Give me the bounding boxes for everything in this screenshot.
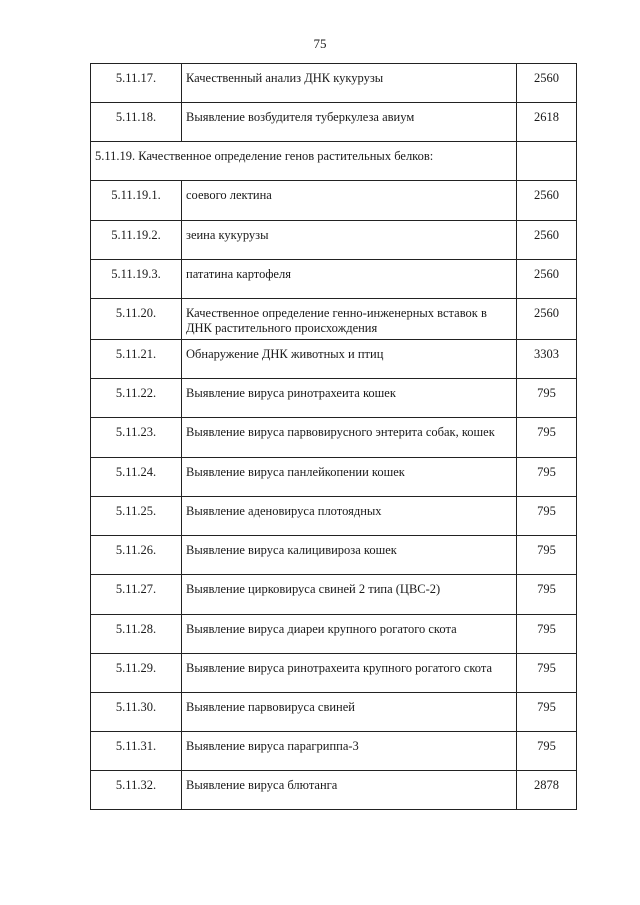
table-row — [91, 771, 577, 810]
name-cell: Выявление аденовируса плотоядных — [182, 497, 517, 536]
table-row — [91, 379, 577, 418]
code-cell: 5.11.28. — [91, 615, 182, 654]
name-cell: соевого лектина — [182, 181, 517, 221]
name-cell: Выявление вируса блютанга — [182, 771, 517, 810]
table-row — [91, 260, 577, 299]
price-cell: 795 — [517, 693, 577, 732]
table-row — [91, 103, 577, 142]
table-row — [91, 340, 577, 379]
table-row — [91, 575, 577, 615]
price-cell: 795 — [517, 379, 577, 418]
name-cell: Выявление вируса панлейкопении кошек — [182, 458, 517, 497]
code-cell: 5.11.23. — [91, 418, 182, 458]
code-cell: 5.11.20. — [91, 299, 182, 340]
code-cell: 5.11.21. — [91, 340, 182, 379]
code-cell: 5.11.30. — [91, 693, 182, 732]
name-cell: Обнаружение ДНК животных и птиц — [182, 340, 517, 379]
table-row — [91, 654, 577, 693]
code-cell: 5.11.17. — [91, 64, 182, 103]
name-cell: Качественное определение генно-инженерных вставок в ДНК растительного происхождения — [182, 299, 517, 340]
price-cell: 795 — [517, 497, 577, 536]
table-row — [91, 693, 577, 732]
code-cell: 5.11.27. — [91, 575, 182, 615]
page-number: 75 — [313, 36, 327, 51]
price-table — [90, 63, 577, 810]
price-cell: 795 — [517, 654, 577, 693]
name-cell: Выявление вируса ринотрахеита кошек — [182, 379, 517, 418]
price-cell: 2878 — [517, 771, 577, 810]
price-cell: 795 — [517, 536, 577, 575]
code-cell: 5.11.18. — [91, 103, 182, 142]
table-body — [91, 64, 577, 810]
price-cell: 795 — [517, 418, 577, 458]
price-cell: 2560 — [517, 64, 577, 103]
table-row — [91, 497, 577, 536]
code-cell: 5.11.29. — [91, 654, 182, 693]
name-cell: Выявление вируса калицивироза кошек — [182, 536, 517, 575]
price-cell — [517, 142, 577, 181]
name-cell: пататина картофеля — [182, 260, 517, 299]
name-cell: Выявление вируса диареи крупного рогатого скота — [182, 615, 517, 654]
price-cell: 2560 — [517, 299, 577, 340]
code-cell: 5.11.25. — [91, 497, 182, 536]
price-cell: 795 — [517, 615, 577, 654]
table-row — [91, 181, 577, 221]
name-cell: Выявление возбудителя туберкулеза авиум — [182, 103, 517, 142]
section-title: 5.11.19. Качественное определение генов растительных белков: — [91, 142, 517, 181]
table-row — [91, 418, 577, 458]
table-row — [91, 458, 577, 497]
name-cell: Выявление вируса ринотрахеита крупного рогатого скота — [182, 654, 517, 693]
name-cell: Качественный анализ ДНК кукурузы — [182, 64, 517, 103]
code-cell: 5.11.32. — [91, 771, 182, 810]
price-cell: 795 — [517, 575, 577, 615]
code-cell: 5.11.26. — [91, 536, 182, 575]
code-cell: 5.11.19.2. — [91, 221, 182, 260]
name-cell: Выявление парвовируса свиней — [182, 693, 517, 732]
price-cell: 2560 — [517, 181, 577, 221]
code-cell: 5.11.19.1. — [91, 181, 182, 221]
code-cell: 5.11.22. — [91, 379, 182, 418]
section-row — [91, 142, 577, 181]
table-row — [91, 536, 577, 575]
table-row — [91, 64, 577, 103]
price-cell: 2560 — [517, 260, 577, 299]
price-cell: 795 — [517, 458, 577, 497]
price-cell: 2618 — [517, 103, 577, 142]
code-cell: 5.11.24. — [91, 458, 182, 497]
table-row — [91, 732, 577, 771]
code-cell: 5.11.31. — [91, 732, 182, 771]
table-row — [91, 299, 577, 340]
table-row — [91, 615, 577, 654]
price-cell: 2560 — [517, 221, 577, 260]
name-cell: зеина кукурузы — [182, 221, 517, 260]
name-cell: Выявление вируса парагриппа-3 — [182, 732, 517, 771]
price-cell: 795 — [517, 732, 577, 771]
table-row — [91, 221, 577, 260]
price-cell: 3303 — [517, 340, 577, 379]
code-cell: 5.11.19.3. — [91, 260, 182, 299]
name-cell: Выявление вируса парвовирусного энтерита собак, кошек — [182, 418, 517, 458]
name-cell: Выявление цирковируса свиней 2 типа (ЦВС-2) — [182, 575, 517, 615]
